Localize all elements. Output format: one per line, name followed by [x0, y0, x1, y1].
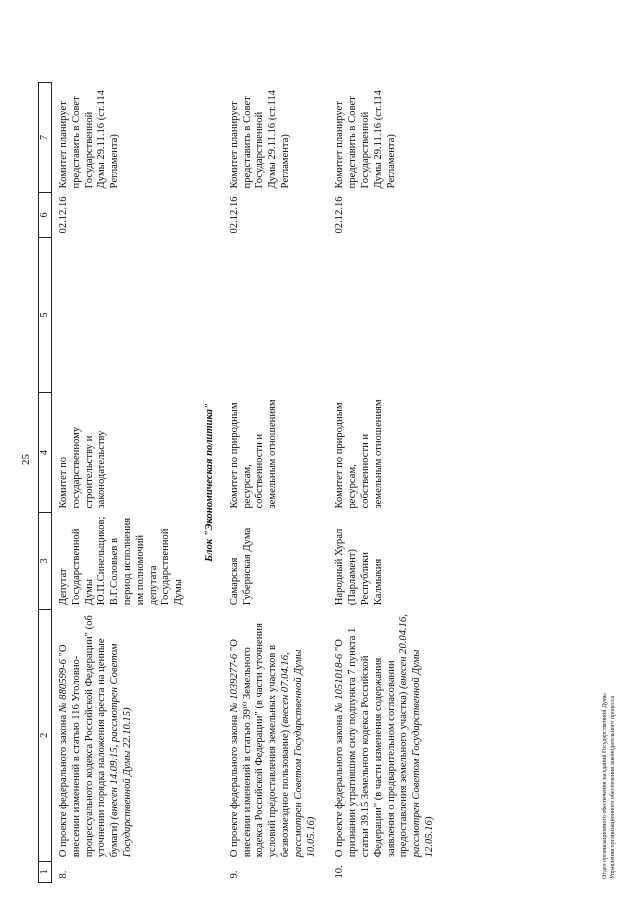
- initiator: Самарская Губернская Дума: [228, 527, 253, 606]
- bill-body: "О внесении изменений в статью 39¹⁰ Земельного кодекса Российской Федерации" (в части уточнения условий предоставления земельных участков в безвозмездное пользование): [228, 623, 291, 858]
- page-number: 25: [20, 454, 32, 465]
- column-header: 4: [39, 393, 52, 513]
- bill-intro: О проекте федерального закона: [58, 712, 69, 858]
- column-5-cell: [223, 238, 329, 393]
- column-header: 2: [39, 609, 52, 861]
- footer-line-1: Отдел организационного обеспечения заседаний Государственной Думы: [602, 693, 608, 879]
- date: 02.12.16: [228, 196, 240, 234]
- column-header: 3: [39, 513, 52, 610]
- row-number: 10.: [334, 865, 346, 879]
- row-number: 9.: [228, 870, 240, 879]
- initiator: Депутат Государственной Думы Ю.П.Синельщиков; В.Г.Соловьев в период исполнения им полномочий депутата Государственной Думы: [58, 516, 185, 606]
- initiator: Народный Хурал (Парламент) Республики Калмыкия: [334, 528, 384, 606]
- section-title: Блок "Экономическая политика": [203, 403, 215, 562]
- table-header-row: [39, 82, 52, 882]
- column-5-cell: [52, 238, 196, 393]
- status-note: Комитет планирует представить в Совет Государственной Думы 29.11.16 (ст.114 Регламента): [58, 90, 121, 189]
- bill-number: № 880599-6: [58, 659, 69, 713]
- date: 02.12.16: [58, 196, 69, 234]
- committee: Комитет по государственному строительству и законодательству: [58, 426, 108, 509]
- column-header: 1: [39, 861, 52, 882]
- agenda-table: [38, 82, 447, 883]
- bill-note: (внесен 14.09.15, рассмотрен Советом Государственной Думы 22.10.15): [109, 643, 133, 858]
- committee: Комитет по природным ресурсам, собственности и земельным отношениям: [334, 399, 384, 509]
- bill-number: № 1039277-6: [228, 653, 240, 713]
- bill-body: "О внесении изменений в статью 116 Уголовно-процессуального кодекса Российской Федерации" (об уточнении порядка наложения ареста на ценные бумаги): [58, 615, 121, 858]
- date: 02.12.16: [334, 196, 346, 234]
- table-row: [52, 82, 196, 882]
- status-note: Комитет планирует представить в Совет Государственной Думы 29.11.16 (ст.114 Регламента): [228, 90, 291, 189]
- bill-body: "О признании утратившим силу подпункта 7 пункта 1 статьи 39.15 Земельного кодекса Российской Федерации" (в части изменения содержания заявления о предварительном согласовании предоставления земельного участка): [334, 627, 410, 858]
- bill-description: [52, 609, 196, 861]
- status-note: Комитет планирует представить в Совет Государственной Думы 29.11.16 (ст.114 Регламента): [334, 90, 397, 189]
- bill-note: (внесен 07.04.16, рассмотрен Советом Государственной Думы 10.05.16): [279, 649, 317, 858]
- bill-intro: О проекте федерального закона: [228, 712, 240, 858]
- table-row: [328, 82, 446, 882]
- column-header: 7: [39, 82, 52, 192]
- page-footer: [602, 693, 617, 879]
- bill-note: (внесен 20.04.16, рассмотрен Советом Государственной Думы 12.05.16): [398, 614, 435, 858]
- column-header: 5: [39, 238, 52, 393]
- bill-number: № 1051018-6: [334, 653, 346, 713]
- footer-line-2: Управления организационного обеспечения законодательного процесса: [609, 695, 616, 879]
- column-header: 6: [39, 192, 52, 237]
- bill-description: [328, 609, 446, 861]
- table-row: [223, 82, 329, 882]
- bill-description: [223, 609, 329, 861]
- column-5-cell: [328, 238, 446, 393]
- bill-intro: О проекте федерального закона: [334, 712, 346, 858]
- row-number: 8.: [58, 870, 69, 879]
- committee: Комитет по природным ресурсам, собственности и земельным отношениям: [228, 399, 279, 509]
- section-row: [196, 82, 223, 882]
